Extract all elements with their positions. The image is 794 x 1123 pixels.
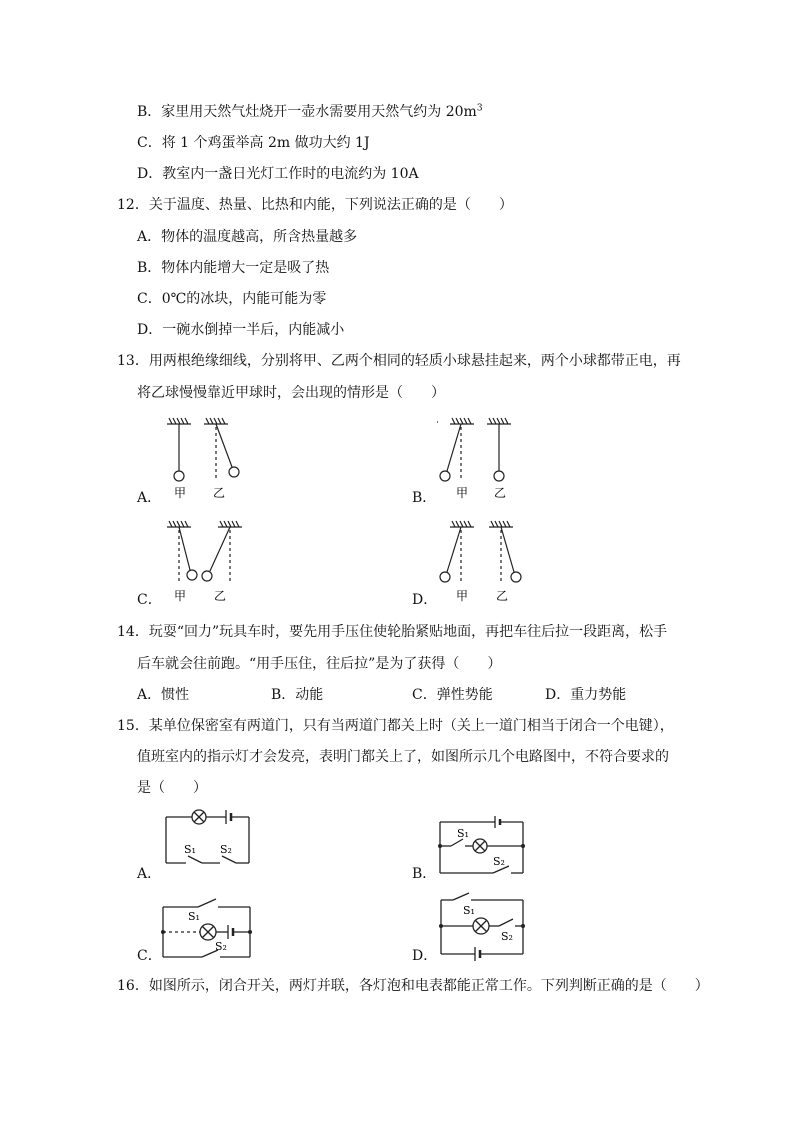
- q13-label-c: C．: [137, 592, 162, 608]
- q13-label-a: A．: [137, 490, 162, 506]
- q13d-ball-yi: 乙: [496, 589, 509, 603]
- q15c-s1-label: S₁: [188, 910, 200, 923]
- q13-stem-line2: 将乙球慢慢靠近甲球时，会出现的情形是（ ）: [137, 385, 445, 401]
- q15b-s1-label: S₁: [457, 827, 469, 840]
- q12-stem: 12．关于温度、热量、比热和内能，下列说法正确的是（ ）: [117, 197, 513, 213]
- q15-stem-line1: 15．某单位保密室有两道门，只有当两道门都关上时（关上一道门相当于闭合一个电键），: [117, 718, 674, 734]
- q13-label-d: D．: [412, 592, 438, 608]
- q15-label-c: C．: [137, 948, 162, 964]
- q13c-ball-yi: 乙: [214, 589, 227, 603]
- q15a-s2-label: S₂: [220, 843, 232, 856]
- q13-label-b: B．: [412, 490, 437, 506]
- q13d-ball-jia: 甲: [456, 589, 469, 603]
- q14-option-d: D．重力势能: [545, 687, 627, 703]
- q12-option-c: C．0℃的冰块，内能可能为零: [137, 291, 327, 307]
- q13-figure-c: [160, 518, 270, 608]
- q13a-ball-jia: 甲: [174, 486, 187, 500]
- q15c-s2-label: S₂: [215, 940, 227, 953]
- q11-option-d: D．教室内一盏日光灯工作时的电流约为 10A: [137, 166, 419, 182]
- q13-figure-a: [160, 415, 260, 505]
- q16-stem: 16．如图所示，闭合开关，两灯并联，各灯泡和电表都能正常工作。下列判断正确的是（ ）: [117, 978, 709, 994]
- q15d-s2-label: S₂: [501, 930, 513, 943]
- q14-option-a: A．惯性: [137, 687, 190, 703]
- q15-stem-line3: 是（ ）: [137, 780, 207, 796]
- q15-stem-line2: 值班室内的指示灯才会发亮，表明门都关上了，如图所示几个电路图中，不符合要求的: [137, 749, 669, 765]
- q15-label-d: D．: [412, 948, 438, 964]
- q15a-s1-label: S₁: [184, 843, 196, 856]
- q13b-ball-jia: 甲: [456, 486, 469, 500]
- q13a-ball-yi: 乙: [213, 486, 226, 500]
- q12-option-d: D．一碗水倒掉一半后，内能减小: [137, 322, 345, 338]
- q15-circuit-c: [158, 890, 258, 965]
- q13-stem-line1: 13．用两根绝缘细线，分别将甲、乙两个相同的轻质小球悬挂起来，两个小球都带正电，再: [117, 353, 681, 369]
- q15-circuit-a: [160, 805, 260, 875]
- q15b-s2-label: S₂: [493, 855, 505, 868]
- q13-figure-b: [432, 415, 532, 505]
- q15-circuit-d: [437, 890, 532, 965]
- q14-option-b: B．动能: [271, 687, 324, 703]
- q15-circuit-b: [437, 815, 532, 885]
- q12-option-b: B．物体内能增大一定是吸了热: [137, 260, 330, 276]
- q15-label-a: A．: [137, 866, 162, 882]
- q11-option-c: C．将 1 个鸡蛋举高 2m 做功大约 1J: [137, 135, 370, 151]
- q14-stem-line2: 后车就会往前跑。“用手压住，往后拉”是为了获得（ ）: [137, 656, 502, 672]
- q13b-ball-yi: 乙: [494, 486, 507, 500]
- q15-label-b: B．: [412, 866, 437, 882]
- q12-option-a: A．物体的温度越高，所含热量越多: [137, 229, 358, 245]
- q11-option-b: B．家里用天然气灶烧开一壶水需要用天然气约为 $20m^3$: [137, 103, 483, 120]
- q14-option-c: C．弹性势能: [412, 687, 493, 703]
- q13c-ball-jia: 甲: [174, 589, 187, 603]
- q15d-s1-label: S₁: [463, 904, 475, 917]
- q14-stem-line1: 14．玩耍“回力”玩具车时，要先用手压住使轮胎紧贴地面，再把车往后拉一段距离，松手: [117, 624, 668, 640]
- q13-figure-d: [432, 518, 542, 608]
